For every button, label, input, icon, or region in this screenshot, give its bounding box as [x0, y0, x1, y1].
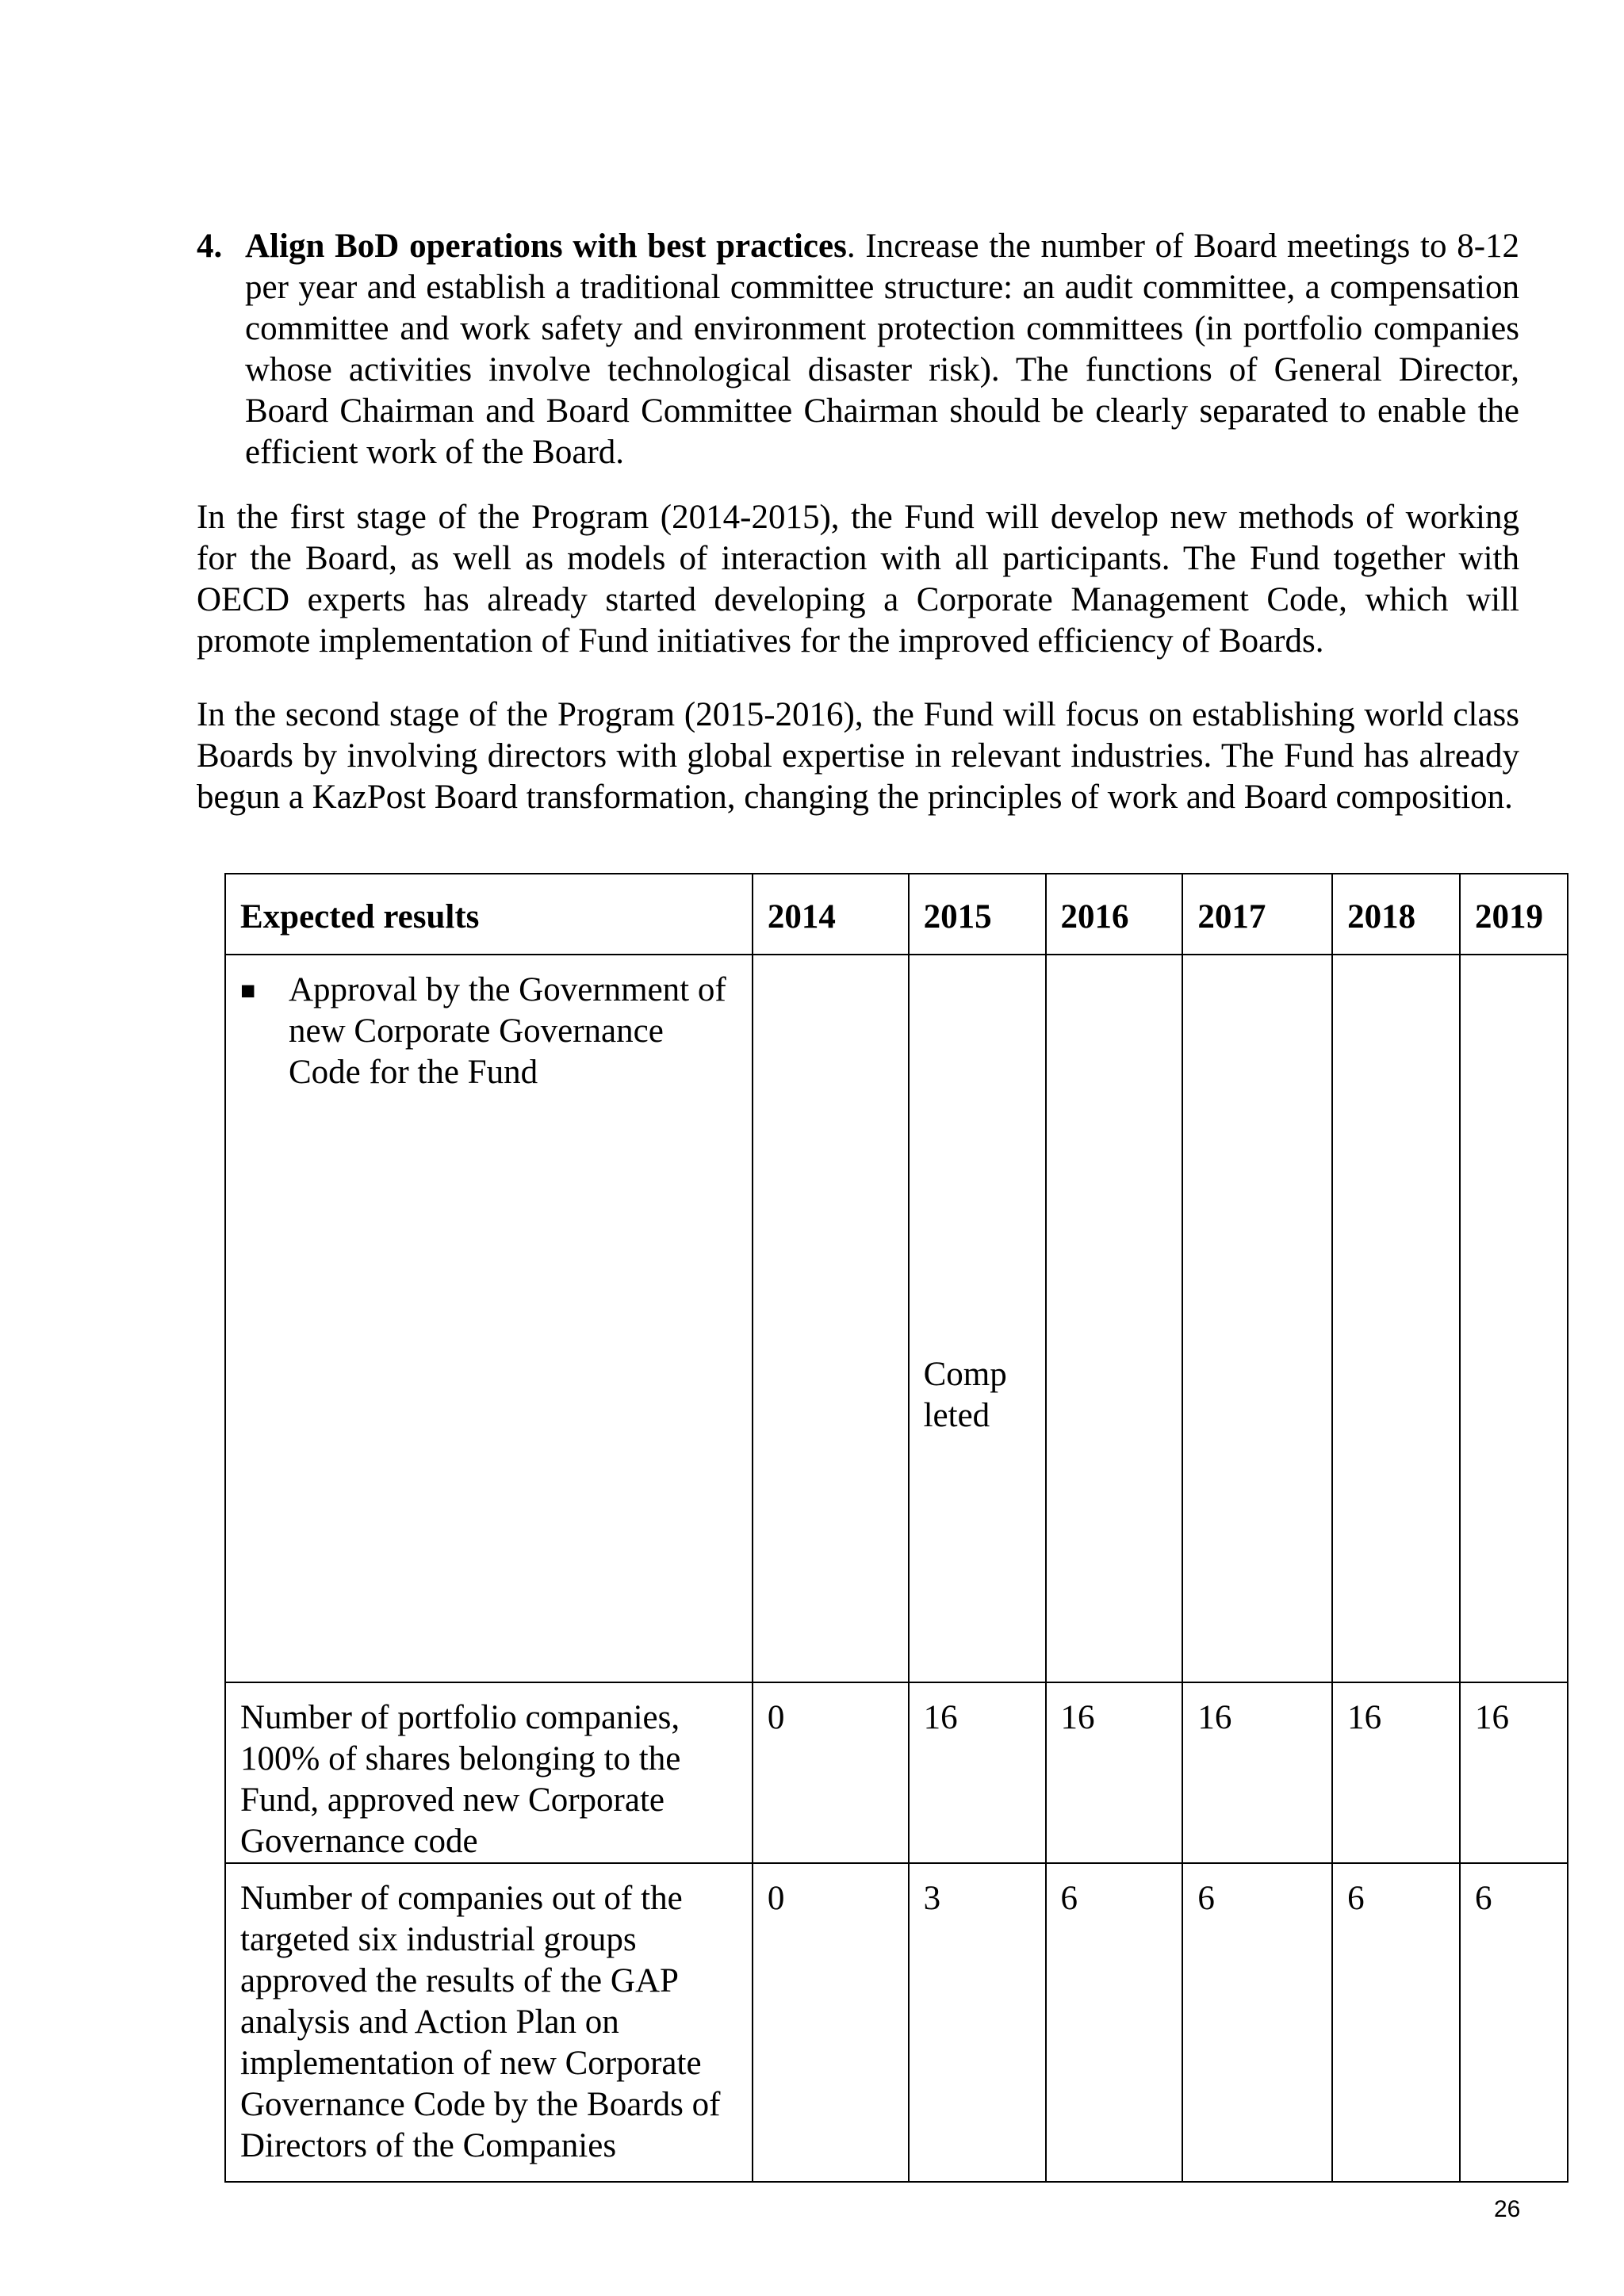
value-cell — [1182, 955, 1332, 1682]
item-text: . Increase the number of Board meetings to 8-12 per year and establish a traditional committee structure: an audit committee, a compensation committee and work safety and environment protection committees (in portfolio companies whose activities involve technological disaster risk). The functions of General Director, Board Chairman and Board Committee Chairman should be clearly separated to enable the efficient work of the Board. — [245, 228, 1520, 471]
value-cell: 16 — [909, 1682, 1046, 1863]
value-cell — [753, 955, 909, 1682]
list-item-4 — [197, 226, 1519, 473]
value-cell: 16 — [1182, 1682, 1332, 1863]
table-row — [225, 1682, 1568, 1863]
result-cell — [225, 955, 753, 1682]
header-year: 2019 — [1460, 874, 1568, 955]
item-heading: Align BoD operations with best practices — [245, 228, 847, 265]
table-header-row — [225, 874, 1568, 955]
page-number: 26 — [1494, 2196, 1521, 2222]
value-cell: 16 — [1332, 1682, 1460, 1863]
header-year: 2015 — [909, 874, 1046, 955]
header-expected-results: Expected results — [225, 874, 753, 955]
header-year: 2014 — [753, 874, 909, 955]
paragraph-first-stage: In the first stage of the Program (2014-2015), the Fund will develop new methods of working for the Board, as well as models of interaction with all participants. The Fund together with OECD experts has already started developing a Corporate Management Code, which will promote implementation of Fund initiatives for the improved efficiency of Boards. — [197, 499, 1519, 660]
value-cell — [1046, 955, 1183, 1682]
value-cell: 16 — [1460, 1682, 1568, 1863]
paragraph-second-stage: In the second stage of the Program (2015-2016), the Fund will focus on establishing world class Boards by involving directors with global expertise in relevant industries. The Fund has already begun a KazPost Board transformation, changing the principles of work and Board composition. — [197, 696, 1519, 816]
square-bullet-icon: ■ — [240, 976, 256, 1004]
result-label: Approval by the Government of new Corporate Governance Code for the Fund — [289, 971, 726, 1091]
result-label: Number of companies out of the targeted six industrial groups approved the results of the GAP analysis and Action Plan on implementation of new Corporate Governance Code by the Boards of Directors of the Companies — [225, 1863, 753, 2182]
header-year: 2016 — [1046, 874, 1183, 955]
completed-status: Completed — [923, 1356, 1007, 1434]
header-year: 2017 — [1182, 874, 1332, 955]
value-cell: 0 — [753, 1863, 909, 2182]
value-cell: 6 — [1460, 1863, 1568, 2182]
value-cell — [1332, 955, 1460, 1682]
result-label: Number of portfolio companies, 100% of shares belonging to the Fund, approved new Corporate Governance code — [225, 1682, 753, 1863]
table-row — [225, 955, 1568, 1682]
expected-results-table — [224, 873, 1568, 2183]
value-cell: 6 — [1046, 1863, 1183, 2182]
header-year: 2018 — [1332, 874, 1460, 955]
table-row — [225, 1863, 1568, 2182]
value-cell: 16 — [1046, 1682, 1183, 1863]
value-cell: 0 — [753, 1682, 909, 1863]
value-cell: 3 — [909, 1863, 1046, 2182]
value-cell — [1460, 955, 1568, 1682]
value-cell: 6 — [1332, 1863, 1460, 2182]
value-cell: 6 — [1182, 1863, 1332, 2182]
value-cell — [909, 955, 1046, 1682]
list-number: 4. — [197, 228, 223, 265]
